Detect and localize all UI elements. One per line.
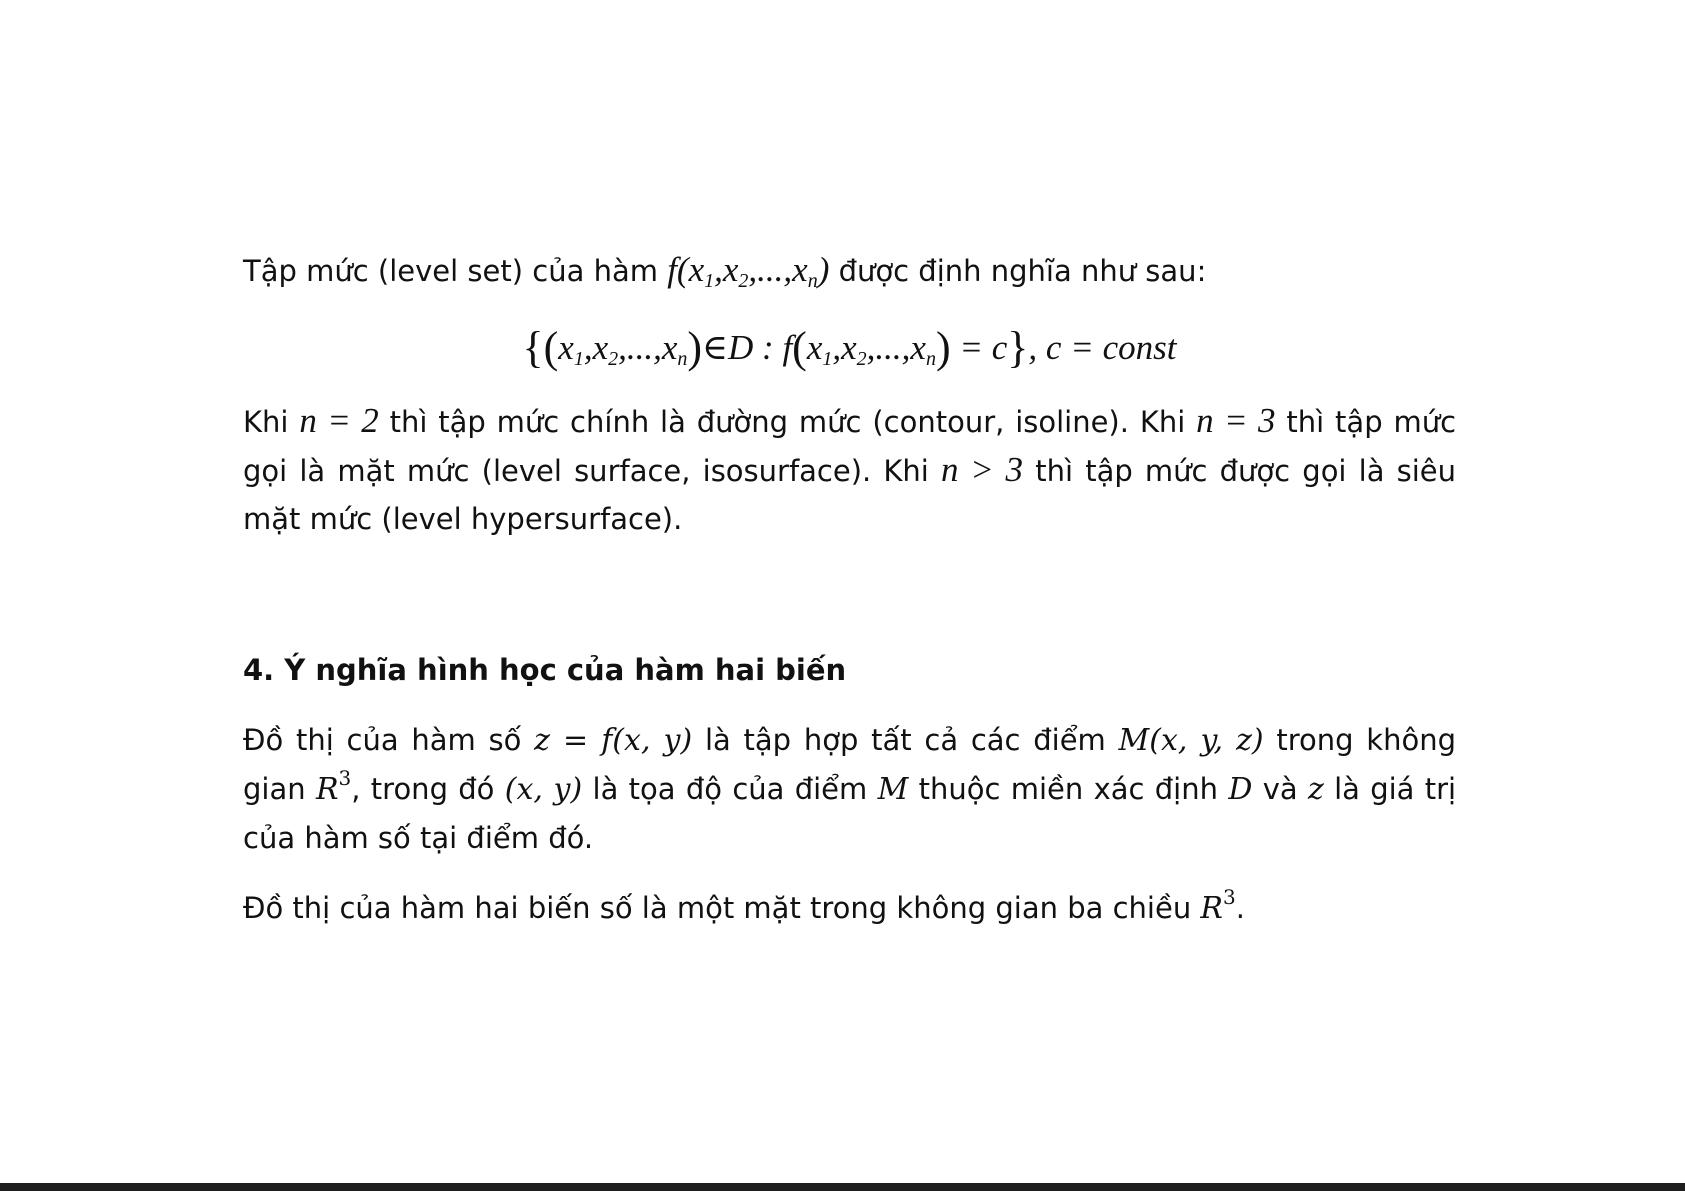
math-point-m: M(x, y, z) — [1118, 723, 1264, 758]
text-contour: thì tập mức chính là đường mức (contour, isoline). Khi — [389, 405, 1186, 439]
text-where: , trong đó — [351, 772, 495, 806]
paragraph-level-set-cases — [243, 397, 1456, 543]
text-surface-in-3d: Đồ thị của hàm hai biến số là một mặt trong không gian ba chiều — [243, 891, 1192, 925]
paragraph-surface-statement — [243, 884, 1456, 933]
math-xy: (x, y) — [504, 772, 583, 807]
text-graph-of-function: Đồ thị của hàm số — [243, 723, 522, 757]
math-n-equals-3: n = 3 — [1196, 401, 1276, 440]
math-m: M — [877, 772, 909, 807]
paragraph-graph-definition — [243, 716, 1456, 862]
math-n-greater-3: n > 3 — [941, 450, 1024, 489]
math-r3: $R^3$ — [315, 766, 352, 807]
text-set-of-points: là tập hợp tất cả các điểm — [704, 723, 1106, 757]
text-and: và — [1262, 772, 1298, 806]
bottom-border — [0, 1183, 1685, 1191]
text-level-surface: thì tập mức gọi là mặt mức (level surface, isosurface). Khi — [243, 405, 1457, 488]
function-formula: $f(x_1,x_2,...,x_n)$ — [667, 250, 830, 292]
math-d: D — [1228, 772, 1253, 807]
level-set-intro-text: Tập mức (level set) của hàm — [243, 254, 658, 288]
math-z-equals-f: z = f(x, y) — [534, 723, 693, 758]
text-khi-1: Khi — [243, 405, 289, 439]
math-r3-final: $R^3$ — [1200, 885, 1236, 926]
text-hypersurface: thì tập mức được gọi là siêu mặt mức (level hypersurface). — [243, 454, 1457, 536]
paragraph-level-set-definition — [243, 246, 1456, 295]
document-content — [243, 246, 1457, 926]
text-in-space: trong không gian — [243, 723, 1457, 806]
text-coordinates: là tọa độ của điểm — [592, 772, 868, 806]
math-z: z — [1307, 772, 1324, 807]
level-set-formula: {$(x_1,x_2,...,x_n)\in D$ : $f(x_1,x_2,...,x_n) = c$}, c = const — [522, 323, 1177, 372]
text-function-value: là giá trị của hàm số tại điểm đó. — [243, 772, 1457, 855]
math-n-equals-2: n = 2 — [299, 401, 379, 440]
text-domain: thuộc miền xác định — [918, 772, 1218, 806]
level-set-intro-suffix: được định nghĩa như sau: — [838, 254, 1207, 288]
text-period: . — [1235, 891, 1245, 925]
section-heading: 4. Ý nghĩa hình học của hàm hai biến — [243, 653, 847, 687]
